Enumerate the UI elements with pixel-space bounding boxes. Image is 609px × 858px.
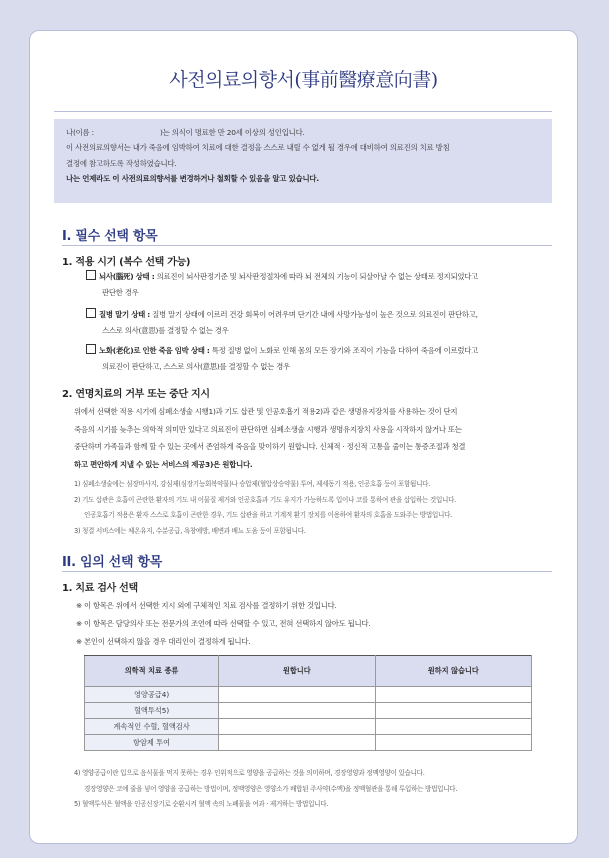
option-label: 질병 말기 상태 : xyxy=(99,310,151,319)
footnotes-2 xyxy=(74,766,556,813)
section-2-heading: II. 임의 선택 항목 xyxy=(62,555,162,570)
section-2-divider xyxy=(62,571,552,572)
footnote-3: 3) 청결 서비스에는 체온유지, 수분공급, 욕창예방, 배변과 배뇨 도움 등이 포함됩니다. xyxy=(74,526,306,535)
section-1-divider xyxy=(62,245,552,246)
footnote-4: 4) 영양공급이란 입으로 음식물을 먹지 못하는 경우 인위적으로 영양을 공급하는 것을 의미하며, 경장영양과 정맥영양이 있습니다. xyxy=(74,769,425,777)
option-label: 노화(老化)로 인한 죽음 임박 상태 : xyxy=(99,346,210,355)
footnote-2-cont: 인공호흡기 적용은 환자 스스로 호흡이 곤란한 경우, 기도 삽관을 하고 기계적 환기 장치를 이용하여 환자의 호흡을 도와주는 방법입니다. xyxy=(84,511,452,519)
intro-box xyxy=(54,119,552,203)
intro-name-rest: )는 의식이 명료한 만 20세 이상의 성인입니다. xyxy=(159,128,305,137)
want-cell[interactable] xyxy=(219,703,375,719)
sub-1-heading: 1. 적용 시기 (복수 선택 가능) xyxy=(62,257,191,268)
title-divider xyxy=(54,111,552,112)
option-text-cont: 의료진이 판단하고, 스스로 의사(意思)를 결정할 수 없는 경우 xyxy=(102,362,290,371)
not-want-cell[interactable] xyxy=(375,703,531,719)
intro-name-label: 나(이름 : xyxy=(66,128,94,137)
footnote-5: 5) 혈액투석은 혈액을 인공신장기로 순환시켜 혈액 속의 노폐물을 여과 · 제거하는 방법입니다. xyxy=(74,800,329,808)
brain-death-checkbox[interactable] xyxy=(86,270,96,280)
table-row xyxy=(85,735,532,751)
footnote-2: 2) 기도 삽관은 호흡이 곤란한 환자의 기도 내 이물질 제거와 인공호흡과 기도 유지가 가능하도록 입이나 코를 통하여 관을 삽입하는 것입니다. xyxy=(74,495,456,504)
intro-name-line xyxy=(66,125,540,140)
terminal-checkbox[interactable] xyxy=(86,308,96,318)
treatment-name: 영양공급4) xyxy=(85,687,219,703)
table-row xyxy=(85,687,532,703)
notice-item: ※ 이 항목은 담당의사 또는 전문가의 조언에 따라 선택할 수 있고, 전혀 선택하지 않아도 됩니다. xyxy=(76,619,371,628)
notice-item: ※ 이 항목은 위에서 선택한 지시 외에 구체적인 치료 검사를 결정하기 위한 것입니다. xyxy=(76,601,337,610)
option-text: 특정 질병 없이 노화로 인해 몸의 모든 장기와 조직이 기능을 다하여 죽음에 이르렀다고 xyxy=(211,346,479,355)
want-cell[interactable] xyxy=(219,719,375,735)
treatment-name: 혈액투석5) xyxy=(85,703,219,719)
footnotes-1 xyxy=(74,477,556,539)
directive-line-3: 중단하며 가족들과 함께 할 수 있는 곳에서 존엄하게 죽음을 맞이하기 원합니다. 신체적 · 정신적 고통을 줄이는 통증조절과 청결 xyxy=(74,442,466,451)
option-terminal xyxy=(86,307,554,339)
not-want-cell[interactable] xyxy=(375,687,531,703)
option-text-cont: 판단한 경우 xyxy=(102,288,139,297)
col-not-want: 원하지 않습니다 xyxy=(375,656,531,687)
intro-line-3: 결정에 참고하도록 작성하였습니다. xyxy=(66,158,177,168)
option-label: 뇌사(腦死) 상태 : xyxy=(99,272,155,281)
footnote-1: 1) 심폐소생술에는 심장마사지, 강심제(심장기능회복약물)나 승압제(혈압상승약물) 투여, 제세동기 적용, 인공호흡 등이 포함됩니다. xyxy=(74,480,431,488)
sub-2-heading: 2. 연명치료의 거부 또는 중단 지시 xyxy=(62,389,210,400)
table-header-row xyxy=(85,656,532,687)
want-cell[interactable] xyxy=(219,687,375,703)
option-brain-death xyxy=(86,269,554,301)
notice-list xyxy=(76,597,546,651)
directive-line-1: 위에서 선택한 적용 시기에 심폐소생술 시행1)과 기도 삽관 및 인공호흡기 적용2)과 같은 생명유지장치를 사용하는 것이 단지 xyxy=(74,407,458,416)
notice-item: ※ 본인이 선택하지 않을 경우 대리인이 결정하게 됩니다. xyxy=(76,637,251,646)
table-row xyxy=(85,719,532,735)
not-want-cell[interactable] xyxy=(375,719,531,735)
document-title: 사전의료의향서(事前醫療意向書) xyxy=(169,69,438,91)
option-text-cont: 스스로 의사(意思)를 결정할 수 없는 경우 xyxy=(102,326,229,335)
option-aging xyxy=(86,343,554,375)
treatment-name: 계속적인 수혈, 혈액검사 xyxy=(85,719,219,735)
option-text: 의료진이 뇌사판정기준 및 뇌사판정절차에 따라 뇌 전체의 기능이 되살아날 수 없는 상태로 정지되었다고 xyxy=(156,272,479,281)
footnote-4-cont: 경장영양은 코에 줄을 넣어 영양을 공급하는 방법이며, 정맥영양은 영양소가 배합된 주사약(수액)을 정맥혈관을 통해 투입하는 방법입니다. xyxy=(84,784,458,793)
want-cell[interactable] xyxy=(219,735,375,751)
table-row xyxy=(85,703,532,719)
treatment-name: 항암제 투여 xyxy=(85,735,219,751)
section-1-heading: I. 필수 선택 항목 xyxy=(62,229,158,244)
aging-checkbox[interactable] xyxy=(86,344,96,354)
option-text: 질병 말기 상태에 이르러 건강 회복이 어려우며 단기간 내에 사망가능성이 높은 것으로 의료진이 판단하고, xyxy=(152,310,478,319)
not-want-cell[interactable] xyxy=(375,735,531,751)
document-page xyxy=(29,30,578,844)
directive-line-4: 하고 편안하게 지낼 수 있는 서비스의 제공3)은 원합니다. xyxy=(74,459,253,469)
treatment-table xyxy=(84,655,532,751)
directive-paragraph xyxy=(74,403,556,473)
intro-line-4: 나는 언제라도 이 사전의료의향서를 변경하거나 철회할 수 있음을 알고 있습니다. xyxy=(66,174,319,184)
intro-line-2: 이 사전의료의향서는 내가 죽음에 임박하여 치료에 대한 결정을 스스로 내릴 수 없게 될 경우에 대비하여 의료진의 치료 방침 xyxy=(66,143,450,153)
col-treatment: 의학적 치료 종류 xyxy=(85,656,219,687)
directive-line-2: 죽음의 시기를 늦추는 의학적 의미만 있다고 의료진이 판단하면 심폐소생술 시행과 생명유지장치 사용을 시작하지 않거나 또는 xyxy=(74,424,462,434)
sub-treatment-heading: 1. 치료 검사 선택 xyxy=(62,583,138,594)
col-want: 원합니다 xyxy=(219,656,375,687)
